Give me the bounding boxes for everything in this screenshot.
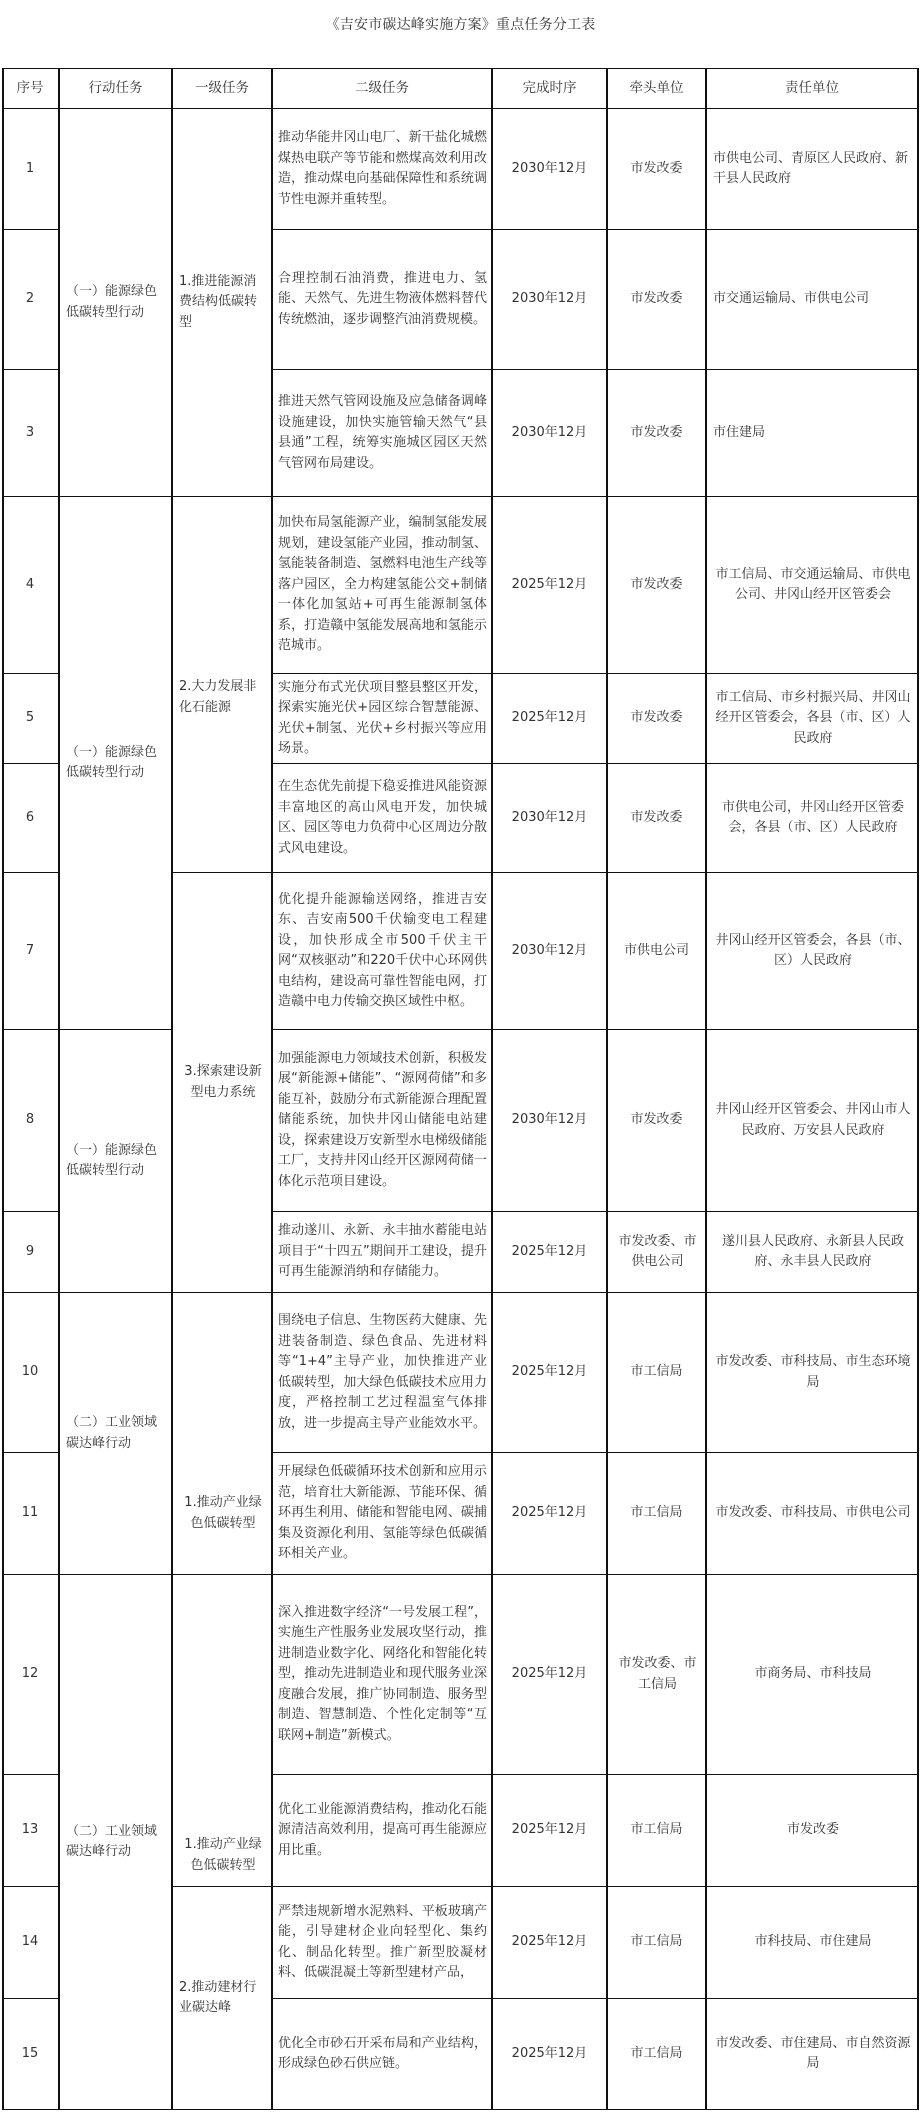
level1-group-industry-transition-1: 1.推动产业绿色低碳转型 <box>173 1293 273 1575</box>
row-14-seq: 14 <box>2 1887 60 1999</box>
row-9-deadline: 2025年12月 <box>493 1212 608 1293</box>
row-12-responsible: 市商务局、市科技局 <box>707 1575 919 1775</box>
header-seq: 序号 <box>2 68 60 109</box>
row-11-lead: 市工信局 <box>608 1453 707 1575</box>
row-3-deadline: 2030年12月 <box>493 370 608 497</box>
level1-group-non-fossil: 2.大力发展非化石能源 <box>173 497 273 873</box>
row-8-deadline: 2030年12月 <box>493 1030 608 1212</box>
header-responsible: 责任单位 <box>707 68 919 109</box>
header-level1: 一级任务 <box>173 68 273 109</box>
row-14-deadline: 2025年12月 <box>493 1887 608 1999</box>
row-6-lead: 市发改委 <box>608 764 707 873</box>
row-3-responsible: 市住建局 <box>707 370 919 497</box>
row-9-task: 推动遂川、永新、永丰抽水蓄能电站项目于“十四五”期间开工建设，提升可再生能源消纳和存储能力。 <box>273 1212 493 1293</box>
row-15-deadline: 2025年12月 <box>493 1999 608 2110</box>
row-9-responsible: 遂川县人民政府、永新县人民政府、永丰县人民政府 <box>707 1212 919 1293</box>
row-1-seq: 1 <box>2 109 60 230</box>
row-3-seq: 3 <box>2 370 60 497</box>
row-4-task: 加快布局氢能源产业，编制氢能发展规划，建设氢能产业园，推动制氢、氢能装备制造、氢燃料电池生产线等落户园区，全力构建氢能公交+制储一体化加氢站+可再生能源制氢体系，打造赣中氢能发展高地和氢能示范城市。 <box>273 497 493 674</box>
row-7-task: 优化提升能源输送网络，推进吉安东、吉安南500千伏输变电工程建设，加快形成全市500千伏主干网“双核驱动”和220千伏中心环网供电结构，建设高可靠性智能电网，打造赣中电力传输交换区域性中枢。 <box>273 873 493 1030</box>
header-lead: 牵头单位 <box>608 68 707 109</box>
level1-group-industry-transition-2: 1.推动产业绿色低碳转型 <box>173 1575 273 1887</box>
row-6-responsible: 市供电公司，井冈山经开区管委会，各县（市、区）人民政府 <box>707 764 919 873</box>
row-8-lead: 市发改委 <box>608 1030 707 1212</box>
row-5-lead: 市发改委 <box>608 674 707 764</box>
row-4-lead: 市发改委 <box>608 497 707 674</box>
row-14-lead: 市工信局 <box>608 1887 707 1999</box>
row-8-seq: 8 <box>2 1030 60 1212</box>
row-14-responsible: 市科技局、市住建局 <box>707 1887 919 1999</box>
row-3-task: 推进天然气管网设施及应急储备调峰设施建设，加快实施管输天然气“县县通”工程，统筹实施城区园区天然气管网布局建设。 <box>273 370 493 497</box>
row-2-task: 合理控制石油消费，推进电力、氢能、天然气、先进生物液体燃料替代传统燃油，逐步调整汽油消费规模。 <box>273 230 493 370</box>
action-group-industry-2: （二）工业领域碳达峰行动 <box>60 1575 173 2110</box>
row-12-lead: 市发改委、市工信局 <box>608 1575 707 1775</box>
action-group-industry-1: （二）工业领域碳达峰行动 <box>60 1293 173 1575</box>
row-11-task: 开展绿色低碳循环技术创新和应用示范，培育壮大新能源、节能环保、循环再生利用、储能和智能电网、碳捕集及资源化利用、氢能等绿色低碳循环相关产业。 <box>273 1453 493 1575</box>
row-4-deadline: 2025年12月 <box>493 497 608 674</box>
row-13-seq: 13 <box>2 1775 60 1887</box>
row-7-seq: 7 <box>2 873 60 1030</box>
row-8-responsible: 井冈山经开区管委会、井冈山市人民政府、万安县人民政府 <box>707 1030 919 1212</box>
row-9-lead: 市发改委、市供电公司 <box>608 1212 707 1293</box>
row-2-deadline: 2030年12月 <box>493 230 608 370</box>
row-10-lead: 市工信局 <box>608 1293 707 1453</box>
row-6-task: 在生态优先前提下稳妥推进风能资源丰富地区的高山风电开发，加快城区、园区等电力负荷中心区周边分散式风电建设。 <box>273 764 493 873</box>
row-2-seq: 2 <box>2 230 60 370</box>
row-8-task: 加强能源电力领域技术创新，积极发展“新能源+储能”、“源网荷储”和多能互补，鼓励分布式新能源合理配置储能系统，加快井冈山储能电站建设，探索建设万安新型水电梯级储能工厂，支持井冈山经开区源网荷储一体化示范项目建设。 <box>273 1030 493 1212</box>
row-11-seq: 11 <box>2 1453 60 1575</box>
action-group-energy-2: （一）能源绿色低碳转型行动 <box>60 497 173 1030</box>
action-group-energy-3: （一）能源绿色低碳转型行动 <box>60 1030 173 1293</box>
row-13-deadline: 2025年12月 <box>493 1775 608 1887</box>
row-11-deadline: 2025年12月 <box>493 1453 608 1575</box>
row-15-task: 优化全市砂石开采布局和产业结构，形成绿色砂石供应链。 <box>273 1999 493 2110</box>
header-action: 行动任务 <box>60 68 173 109</box>
row-10-responsible: 市发改委、市科技局、市生态环境局 <box>707 1293 919 1453</box>
row-10-deadline: 2025年12月 <box>493 1293 608 1453</box>
row-5-responsible: 市工信局、市乡村振兴局、井冈山经开区管委会，各县（市、区）人民政府 <box>707 674 919 764</box>
row-9-seq: 9 <box>2 1212 60 1293</box>
document-title: 《吉安市碳达峰实施方案》重点任务分工表 <box>325 17 596 33</box>
row-15-responsible: 市发改委、市住建局、市自然资源局 <box>707 1999 919 2110</box>
action-group-energy-1: （一）能源绿色低碳转型行动 <box>60 109 173 497</box>
row-7-responsible: 井冈山经开区管委会，各县（市、区）人民政府 <box>707 873 919 1030</box>
row-5-task: 实施分布式光伏项目整县整区开发，探索实施光伏+园区综合智慧能源、光伏+制氢、光伏+乡村振兴等应用场景。 <box>273 674 493 764</box>
row-1-lead: 市发改委 <box>608 109 707 230</box>
row-6-seq: 6 <box>2 764 60 873</box>
row-7-deadline: 2030年12月 <box>493 873 608 1030</box>
row-5-deadline: 2025年12月 <box>493 674 608 764</box>
row-12-deadline: 2025年12月 <box>493 1575 608 1775</box>
row-4-responsible: 市工信局、市交通运输局、市供电公司、井冈山经开区管委会 <box>707 497 919 674</box>
level1-group-power-system: 3.探索建设新型电力系统 <box>173 873 273 1293</box>
row-13-responsible: 市发改委 <box>707 1775 919 1887</box>
row-15-seq: 15 <box>2 1999 60 2110</box>
row-6-deadline: 2030年12月 <box>493 764 608 873</box>
level1-group-building-materials: 2.推动建材行业碳达峰 <box>173 1887 273 2110</box>
header-deadline: 完成时序 <box>493 68 608 109</box>
row-3-lead: 市发改委 <box>608 370 707 497</box>
row-14-task: 严禁违规新增水泥熟料、平板玻璃产能，引导建材企业向轻型化、集约化、制品化转型。推广新型胶凝材料、低碳混凝土等新型建材产品， <box>273 1887 493 1999</box>
row-13-task: 优化工业能源消费结构，推动化石能源清洁高效利用，提高可再生能源应用比重。 <box>273 1775 493 1887</box>
row-1-task: 推动华能井冈山电厂、新干盐化城燃煤热电联产等节能和燃煤高效利用改造，推动煤电向基础保障性和系统调节性电源并重转型。 <box>273 109 493 230</box>
row-1-deadline: 2030年12月 <box>493 109 608 230</box>
row-4-seq: 4 <box>2 497 60 674</box>
row-13-lead: 市工信局 <box>608 1775 707 1887</box>
row-10-task: 围绕电子信息、生物医药大健康、先进装备制造、绿色食品、先进材料等“1+4”主导产业，加快推进产业低碳转型，加大绿色低碳技术应用力度，严格控制工艺过程温室气体排放，进一步提高主导产业能效水平。 <box>273 1293 493 1453</box>
row-11-responsible: 市发改委、市科技局、市供电公司 <box>707 1453 919 1575</box>
row-12-seq: 12 <box>2 1575 60 1775</box>
header-level2: 二级任务 <box>273 68 493 109</box>
row-2-lead: 市发改委 <box>608 230 707 370</box>
row-10-seq: 10 <box>2 1293 60 1453</box>
row-7-lead: 市供电公司 <box>608 873 707 1030</box>
row-12-task: 深入推进数字经济“一号发展工程”，实施生产性服务业发展攻坚行动，推进制造业数字化、网络化和智能化转型，推动先进制造业和现代服务业深度融合发展，推广协同制造、服务型制造、智慧制造、个性化定制等“互联网+制造”新模式。 <box>273 1575 493 1775</box>
level1-group-energy-consumption: 1.推进能源消费结构低碳转型 <box>173 109 273 497</box>
row-5-seq: 5 <box>2 674 60 764</box>
row-15-lead: 市工信局 <box>608 1999 707 2110</box>
row-2-responsible: 市交通运输局、市供电公司 <box>707 230 919 370</box>
row-1-responsible: 市供电公司、青原区人民政府、新干县人民政府 <box>707 109 919 230</box>
